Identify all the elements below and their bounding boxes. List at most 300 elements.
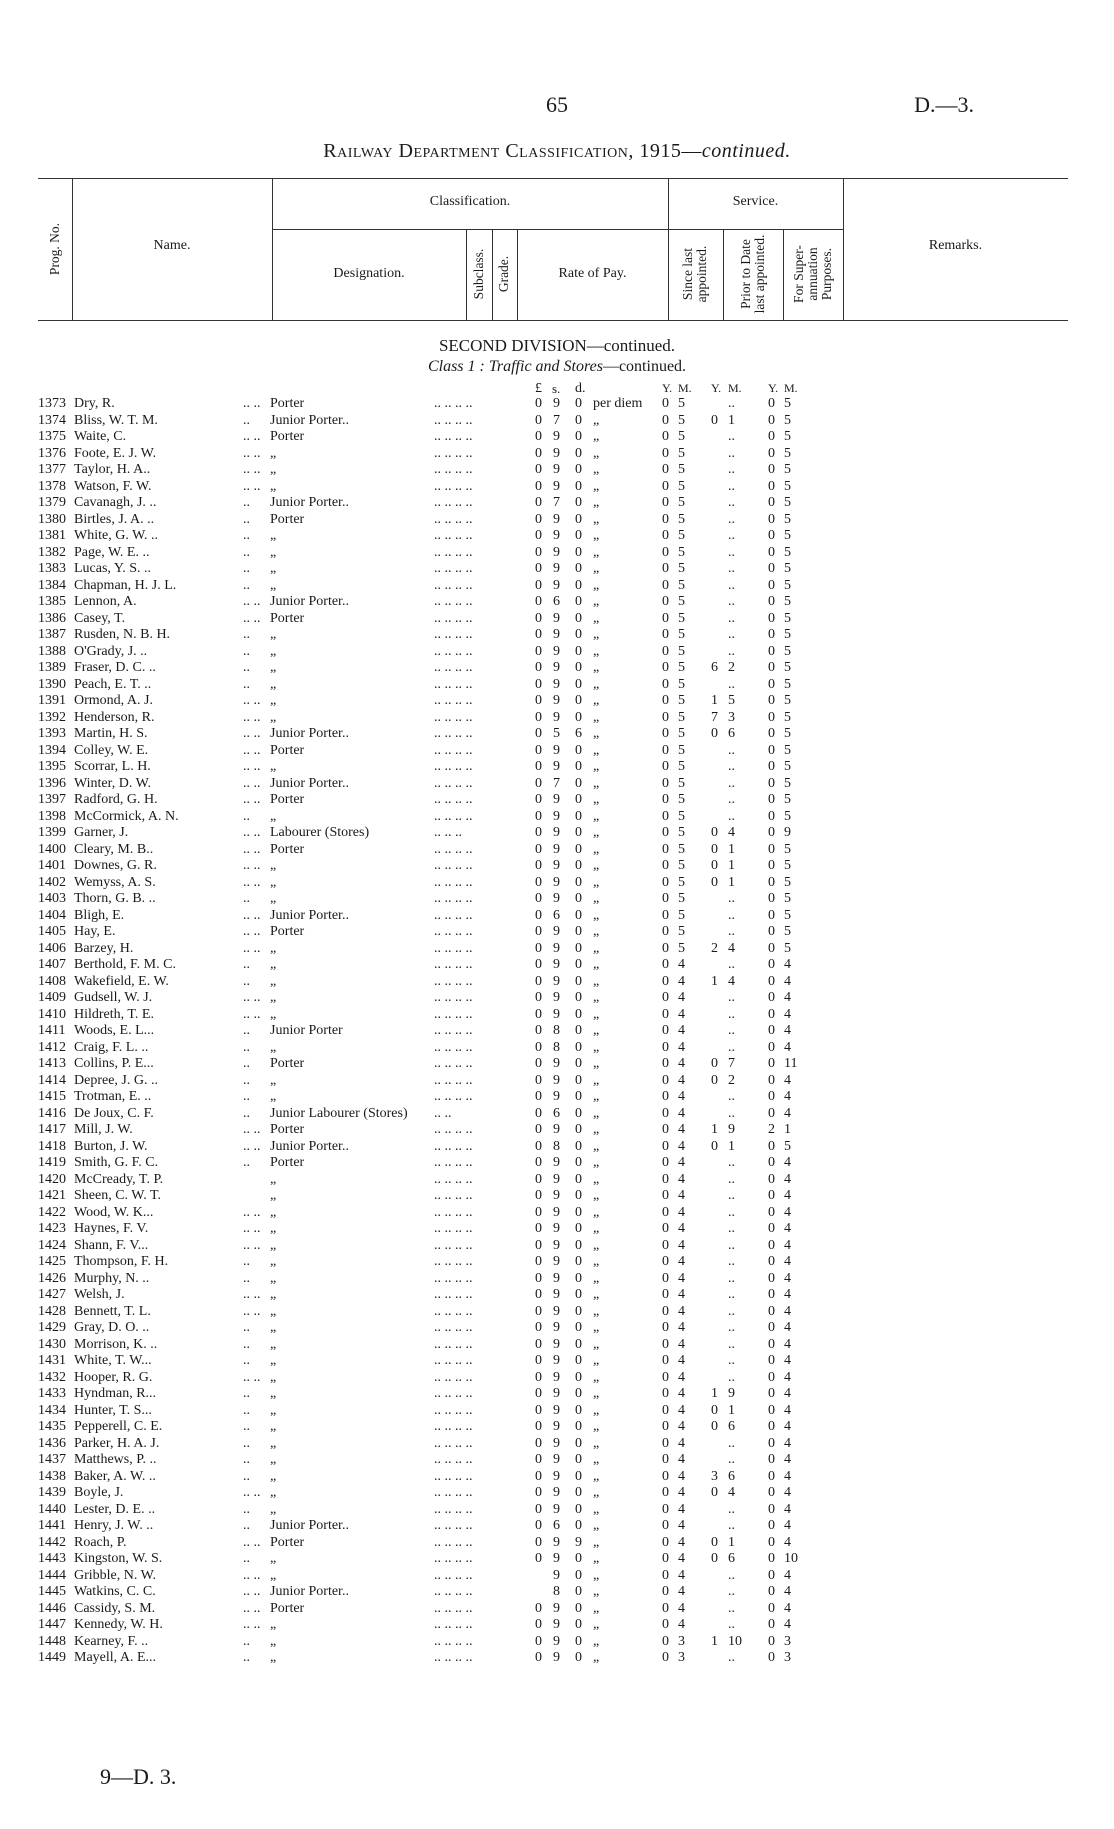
cell-prior-months: .. bbox=[728, 544, 735, 560]
cell-pay-unit: „ bbox=[593, 858, 600, 873]
cell-name: Radford, G. H. bbox=[74, 792, 158, 807]
cell-pay-pence: 0 bbox=[575, 693, 582, 708]
cell-super-years: 0 bbox=[768, 726, 775, 741]
cell-prior-months: 1 bbox=[728, 1402, 735, 1418]
cell-since-months: 5 bbox=[678, 462, 685, 477]
cell-since-months: 4 bbox=[678, 1056, 685, 1071]
cell-designation: Junior Porter bbox=[270, 1023, 343, 1038]
cell-pay-pence: 0 bbox=[575, 660, 582, 675]
cell-pay-unit: „ bbox=[593, 1633, 600, 1649]
header-remarks: Remarks. bbox=[928, 238, 983, 253]
cell-since-months: 5 bbox=[678, 445, 685, 461]
cell-prior-years: 1 bbox=[711, 973, 718, 989]
cell-super-months: 5 bbox=[784, 660, 791, 675]
cell-super-years: 0 bbox=[768, 1221, 775, 1236]
cell-prior-months: .. bbox=[728, 396, 735, 411]
cell-leader-dots: .. .. bbox=[243, 709, 261, 725]
cell-pay-unit: „ bbox=[593, 825, 600, 840]
cell-leader-dots: .. .. .. .. bbox=[434, 528, 473, 543]
cell-super-years: 0 bbox=[768, 1369, 775, 1385]
cell-since-months: 4 bbox=[678, 1336, 685, 1352]
cell-since-months: 5 bbox=[678, 874, 685, 890]
cell-pay-pence: 0 bbox=[575, 1089, 582, 1104]
cell-pay-pence: 0 bbox=[575, 1402, 582, 1418]
cell-super-years: 0 bbox=[768, 924, 775, 939]
cell-pay-shillings: 9 bbox=[553, 445, 560, 461]
cell-prog-no: 1435 bbox=[38, 1419, 66, 1434]
footer-signature: 9—D. 3. bbox=[100, 1764, 177, 1789]
cell-prog-no: 1426 bbox=[38, 1270, 66, 1286]
table-row bbox=[38, 1056, 1038, 1073]
cell-prog-no: 1393 bbox=[38, 726, 66, 741]
table-row bbox=[38, 1502, 1038, 1519]
cell-since-years: 0 bbox=[662, 1386, 669, 1401]
cell-pay-pounds: 0 bbox=[535, 429, 542, 444]
table-row bbox=[38, 743, 1038, 760]
cell-prior-months: .. bbox=[728, 907, 735, 923]
cell-pay-unit: „ bbox=[593, 462, 600, 477]
cell-prog-no: 1407 bbox=[38, 957, 66, 972]
cell-name: Bliss, W. T. M. bbox=[74, 412, 158, 428]
cell-since-months: 4 bbox=[678, 1617, 685, 1632]
cell-leader-dots: .. bbox=[243, 544, 250, 560]
cell-pay-unit: „ bbox=[593, 1138, 600, 1154]
cell-pay-pence: 0 bbox=[575, 544, 582, 560]
cell-designation: Junior Porter.. bbox=[270, 594, 349, 609]
cell-pay-pounds: 0 bbox=[535, 627, 542, 642]
cell-leader-dots: .. .. bbox=[243, 924, 261, 939]
table-row bbox=[38, 825, 1038, 842]
cell-since-years: 0 bbox=[662, 1617, 669, 1632]
cell-pay-unit: „ bbox=[593, 1353, 600, 1368]
cell-since-months: 4 bbox=[678, 1419, 685, 1434]
cell-prior-months: 6 bbox=[728, 726, 735, 741]
cell-super-months: 4 bbox=[784, 1171, 791, 1187]
cell-super-months: 4 bbox=[784, 1485, 791, 1500]
cell-pay-pence: 0 bbox=[575, 462, 582, 477]
cell-leader-dots: .. .. .. .. bbox=[434, 792, 473, 807]
cell-pay-pence: 0 bbox=[575, 1452, 582, 1467]
cell-prog-no: 1395 bbox=[38, 759, 66, 774]
cell-prior-years: 1 bbox=[711, 1386, 718, 1401]
cell-leader-dots: .. .. .. .. bbox=[434, 1056, 473, 1071]
table-row bbox=[38, 1650, 1038, 1667]
cell-designation: „ bbox=[270, 1485, 277, 1500]
cell-prog-no: 1388 bbox=[38, 643, 66, 659]
cell-prior-months: .. bbox=[728, 1237, 735, 1253]
cell-pay-shillings: 9 bbox=[553, 1237, 560, 1253]
cell-pay-unit: „ bbox=[593, 1452, 600, 1467]
class-label: Class 1 : bbox=[427, 358, 485, 375]
cell-pay-pence: 0 bbox=[575, 445, 582, 461]
cell-since-months: 4 bbox=[678, 1567, 685, 1583]
cell-super-months: 4 bbox=[784, 1567, 791, 1583]
cell-super-months: 4 bbox=[784, 1006, 791, 1022]
cell-leader-dots: .. bbox=[243, 973, 250, 989]
cell-designation: Porter bbox=[270, 924, 305, 939]
cell-prog-no: 1384 bbox=[38, 577, 66, 593]
table-row bbox=[38, 1386, 1038, 1403]
cell-designation: Junior Porter.. bbox=[270, 1138, 349, 1154]
cell-pay-shillings: 9 bbox=[553, 957, 560, 972]
cell-leader-dots: .. bbox=[243, 627, 250, 642]
cell-pay-pounds: 0 bbox=[535, 1237, 542, 1253]
cell-super-years: 0 bbox=[768, 1650, 775, 1665]
cell-prog-no: 1399 bbox=[38, 825, 66, 840]
cell-pay-unit: „ bbox=[593, 429, 600, 444]
cell-pay-pence: 0 bbox=[575, 1303, 582, 1319]
cell-designation: „ bbox=[270, 544, 277, 560]
cell-prior-years: 1 bbox=[711, 1633, 718, 1649]
cell-name: Colley, W. E. bbox=[74, 742, 149, 758]
cell-since-years: 0 bbox=[662, 462, 669, 477]
cell-name: White, T. W... bbox=[74, 1353, 152, 1368]
cell-leader-dots: .. .. bbox=[243, 759, 261, 774]
cell-leader-dots: .. .. bbox=[243, 825, 261, 840]
cell-since-months: 5 bbox=[678, 924, 685, 939]
cell-pay-shillings: 9 bbox=[553, 1452, 560, 1467]
table-row bbox=[38, 1023, 1038, 1040]
cell-prior-months: .. bbox=[728, 495, 735, 510]
cell-since-years: 0 bbox=[662, 1089, 669, 1104]
cell-leader-dots: .. .. .. .. bbox=[434, 858, 473, 873]
cell-designation: Junior Porter.. bbox=[270, 775, 349, 791]
cell-since-years: 0 bbox=[662, 891, 669, 906]
cell-prior-years: 1 bbox=[711, 1122, 718, 1137]
cell-super-years: 0 bbox=[768, 1518, 775, 1533]
cell-super-years: 0 bbox=[768, 1089, 775, 1104]
cell-name: Chapman, H. J. L. bbox=[74, 577, 177, 593]
cell-pay-shillings: 9 bbox=[553, 1336, 560, 1352]
cell-leader-dots: .. .. .. .. bbox=[434, 990, 473, 1005]
cell-name: Foote, E. J. W. bbox=[74, 445, 157, 461]
cell-pay-pounds: 0 bbox=[535, 940, 542, 956]
cell-super-months: 5 bbox=[784, 445, 791, 461]
cell-super-years: 0 bbox=[768, 808, 775, 824]
cell-prog-no: 1421 bbox=[38, 1188, 66, 1203]
table-row bbox=[38, 875, 1038, 892]
cell-pay-pounds: 0 bbox=[535, 1023, 542, 1038]
cell-pay-unit: „ bbox=[593, 990, 600, 1005]
cell-super-years: 0 bbox=[768, 1303, 775, 1319]
cell-since-years: 0 bbox=[662, 1320, 669, 1335]
cell-since-years: 0 bbox=[662, 759, 669, 774]
cell-designation: „ bbox=[270, 1468, 277, 1484]
table-row bbox=[38, 1601, 1038, 1618]
cell-since-years: 0 bbox=[662, 412, 669, 428]
cell-super-months: 10 bbox=[784, 1551, 798, 1566]
cell-name: Berthold, F. M. C. bbox=[74, 957, 176, 972]
table-row bbox=[38, 1188, 1038, 1205]
cell-pay-shillings: 9 bbox=[553, 1270, 560, 1286]
cell-since-months: 5 bbox=[678, 643, 685, 659]
cell-name: Pepperell, C. E. bbox=[74, 1419, 163, 1434]
cell-since-months: 5 bbox=[678, 907, 685, 923]
table-row bbox=[38, 1518, 1038, 1535]
header-prog-no: Prog. No. bbox=[47, 222, 62, 276]
cell-pay-pounds: 0 bbox=[535, 1006, 542, 1022]
cell-designation: Porter bbox=[270, 396, 305, 411]
cell-leader-dots: .. .. .. .. bbox=[434, 627, 473, 642]
cell-super-months: 4 bbox=[784, 1221, 791, 1236]
cell-super-months: 1 bbox=[784, 1122, 791, 1137]
unit-years-1: Y. bbox=[662, 381, 673, 395]
cell-pay-pence: 0 bbox=[575, 1551, 582, 1566]
cell-prior-months: .. bbox=[728, 1006, 735, 1022]
cell-pay-shillings: 9 bbox=[553, 610, 560, 626]
cell-since-months: 4 bbox=[678, 1353, 685, 1368]
cell-pay-shillings: 9 bbox=[553, 627, 560, 642]
cell-leader-dots: .. .. .. .. bbox=[434, 495, 473, 510]
page-number: 65 bbox=[546, 92, 568, 117]
cell-leader-dots: .. .. .. .. bbox=[434, 1303, 473, 1319]
cell-prog-no: 1383 bbox=[38, 561, 66, 576]
cell-since-years: 0 bbox=[662, 1056, 669, 1071]
cell-prior-years: 0 bbox=[711, 1138, 718, 1154]
cell-pay-pounds: 0 bbox=[535, 1336, 542, 1352]
cell-since-years: 0 bbox=[662, 1600, 669, 1616]
cell-pay-unit: „ bbox=[593, 1435, 600, 1451]
cell-leader-dots: .. .. .. .. bbox=[434, 1617, 473, 1632]
table-row bbox=[38, 660, 1038, 677]
cell-pay-unit: „ bbox=[593, 924, 600, 939]
cell-super-years: 0 bbox=[768, 693, 775, 708]
cell-pay-shillings: 9 bbox=[553, 1435, 560, 1451]
cell-name: Garner, J. bbox=[74, 825, 129, 840]
cell-pay-shillings: 9 bbox=[553, 1204, 560, 1220]
cell-pay-pounds: 0 bbox=[535, 495, 542, 510]
cell-prior-months: 6 bbox=[728, 1419, 735, 1434]
unit-years-2: Y. bbox=[711, 381, 722, 395]
cell-pay-shillings: 9 bbox=[553, 478, 560, 494]
cell-prog-no: 1405 bbox=[38, 924, 66, 939]
table-row bbox=[38, 957, 1038, 974]
table-row bbox=[38, 429, 1038, 446]
cell-prog-no: 1410 bbox=[38, 1006, 66, 1022]
cell-pay-pounds: 0 bbox=[535, 643, 542, 659]
header-service: Service. bbox=[732, 194, 779, 209]
cell-pay-pounds: 0 bbox=[535, 1072, 542, 1088]
cell-prior-years: 0 bbox=[711, 1485, 718, 1500]
table-row bbox=[38, 776, 1038, 793]
cell-pay-pounds: 0 bbox=[535, 1089, 542, 1104]
cell-name: Barzey, H. bbox=[74, 940, 134, 956]
cell-name: Wood, W. K... bbox=[74, 1204, 154, 1220]
cell-leader-dots: .. .. .. .. bbox=[434, 709, 473, 725]
cell-super-months: 4 bbox=[784, 1270, 791, 1286]
cell-since-months: 4 bbox=[678, 973, 685, 989]
cell-pay-unit: „ bbox=[593, 1320, 600, 1335]
cell-pay-unit: „ bbox=[593, 1270, 600, 1286]
cell-since-months: 4 bbox=[678, 1270, 685, 1286]
cell-prior-years: 2 bbox=[711, 940, 718, 956]
cell-prior-months: 1 bbox=[728, 874, 735, 890]
cell-pay-shillings: 6 bbox=[553, 907, 560, 923]
cell-prior-months: .. bbox=[728, 1039, 735, 1055]
cell-leader-dots: .. .. .. .. bbox=[434, 594, 473, 609]
cell-designation: „ bbox=[270, 693, 277, 708]
cell-designation: „ bbox=[270, 1237, 277, 1253]
cell-prog-no: 1406 bbox=[38, 940, 66, 956]
cell-pay-pence: 0 bbox=[575, 1419, 582, 1434]
cell-pay-shillings: 9 bbox=[553, 396, 560, 411]
cell-leader-dots: .. .. .. .. bbox=[434, 907, 473, 923]
cell-prog-no: 1378 bbox=[38, 478, 66, 494]
cell-pay-pounds: 0 bbox=[535, 858, 542, 873]
cell-since-months: 4 bbox=[678, 1287, 685, 1302]
cell-designation: „ bbox=[270, 1188, 277, 1203]
cell-super-years: 0 bbox=[768, 1435, 775, 1451]
cell-prog-no: 1389 bbox=[38, 660, 66, 675]
cell-pay-pounds: 0 bbox=[535, 1204, 542, 1220]
cell-since-months: 5 bbox=[678, 561, 685, 576]
cell-prior-years: 0 bbox=[711, 858, 718, 873]
cell-designation: Porter bbox=[270, 610, 305, 626]
cell-pay-unit: „ bbox=[593, 561, 600, 576]
cell-super-years: 0 bbox=[768, 1402, 775, 1418]
cell-pay-shillings: 9 bbox=[553, 1617, 560, 1632]
cell-leader-dots: .. .. .. .. bbox=[434, 1435, 473, 1451]
cell-super-months: 4 bbox=[784, 1204, 791, 1220]
cell-leader-dots: .. .. .. .. bbox=[434, 1468, 473, 1484]
cell-super-months: 4 bbox=[784, 1518, 791, 1533]
cell-name: Shann, F. V... bbox=[74, 1237, 149, 1253]
cell-prior-months: .. bbox=[728, 775, 735, 791]
cell-leader-dots: .. bbox=[243, 1023, 250, 1038]
cell-super-years: 0 bbox=[768, 1254, 775, 1269]
cell-pay-unit: „ bbox=[593, 1122, 600, 1137]
cell-pay-shillings: 9 bbox=[553, 1485, 560, 1500]
cell-name: Boyle, J. bbox=[74, 1485, 124, 1500]
cell-designation: „ bbox=[270, 1320, 277, 1335]
cell-pay-unit: „ bbox=[593, 1617, 600, 1632]
cell-pay-pence: 0 bbox=[575, 1287, 582, 1302]
cell-super-months: 5 bbox=[784, 495, 791, 510]
cell-super-months: 5 bbox=[784, 1138, 791, 1154]
cell-pay-pence: 0 bbox=[575, 1023, 582, 1038]
cell-pay-shillings: 9 bbox=[553, 1072, 560, 1088]
cell-pay-unit: „ bbox=[593, 1369, 600, 1385]
cell-prior-months: .. bbox=[728, 1567, 735, 1583]
cell-name: Ormond, A. J. bbox=[74, 693, 153, 708]
cell-designation: Porter bbox=[270, 841, 305, 857]
cell-designation: Porter bbox=[270, 429, 305, 444]
cell-super-months: 5 bbox=[784, 742, 791, 758]
cell-prior-months: .. bbox=[728, 957, 735, 972]
cell-pay-pence: 0 bbox=[575, 1518, 582, 1533]
cell-super-years: 0 bbox=[768, 792, 775, 807]
cell-designation: „ bbox=[270, 1617, 277, 1632]
cell-super-years: 0 bbox=[768, 1138, 775, 1154]
cell-name: Thorn, G. B. .. bbox=[74, 891, 156, 906]
cell-leader-dots: .. .. .. .. bbox=[434, 577, 473, 593]
cell-prior-months: .. bbox=[728, 627, 735, 642]
cell-super-months: 4 bbox=[784, 1617, 791, 1632]
cell-super-months: 5 bbox=[784, 709, 791, 725]
cell-prog-no: 1418 bbox=[38, 1138, 66, 1154]
cell-leader-dots: .. .. .. .. bbox=[434, 1270, 473, 1286]
cell-designation: „ bbox=[270, 1633, 277, 1649]
cell-pay-unit: „ bbox=[593, 1237, 600, 1253]
cell-prior-years: 0 bbox=[711, 1072, 718, 1088]
cell-leader-dots: .. .. .. .. bbox=[434, 1518, 473, 1533]
cell-designation: „ bbox=[270, 1452, 277, 1467]
cell-pay-pence: 0 bbox=[575, 1320, 582, 1335]
cell-pay-pence: 0 bbox=[575, 627, 582, 642]
cell-name: Cleary, M. B.. bbox=[74, 841, 154, 857]
cell-leader-dots: .. .. .. .. bbox=[434, 1452, 473, 1467]
table-row bbox=[38, 462, 1038, 479]
cell-leader-dots: .. .. bbox=[243, 726, 261, 741]
cell-leader-dots: .. .. .. .. bbox=[434, 1336, 473, 1352]
cell-leader-dots: .. .. bbox=[243, 1617, 261, 1632]
table-row bbox=[38, 1139, 1038, 1156]
cell-since-years: 0 bbox=[662, 1023, 669, 1038]
cell-pay-shillings: 9 bbox=[553, 1650, 560, 1665]
cell-since-months: 5 bbox=[678, 412, 685, 428]
unit-years-3: Y. bbox=[768, 381, 779, 395]
table-row bbox=[38, 1271, 1038, 1288]
cell-name: Collins, P. E... bbox=[74, 1056, 154, 1071]
table-row bbox=[38, 1287, 1038, 1304]
cell-super-months: 5 bbox=[784, 841, 791, 857]
cell-since-years: 0 bbox=[662, 594, 669, 609]
cell-name: O'Grady, J. .. bbox=[74, 643, 148, 659]
cell-pay-unit: „ bbox=[593, 1155, 600, 1170]
cell-pay-shillings: 9 bbox=[553, 1089, 560, 1104]
cell-since-years: 0 bbox=[662, 1452, 669, 1467]
cell-since-months: 5 bbox=[678, 759, 685, 774]
cell-pay-shillings: 8 bbox=[553, 1039, 560, 1055]
cell-pay-unit: „ bbox=[593, 1468, 600, 1484]
cell-leader-dots: .. .. .. .. bbox=[434, 973, 473, 989]
cell-prior-months: 9 bbox=[728, 1386, 735, 1401]
cell-super-months: 5 bbox=[784, 561, 791, 576]
cell-pay-pounds: 0 bbox=[535, 1254, 542, 1269]
cell-leader-dots: .. bbox=[243, 1435, 250, 1451]
cell-prog-no: 1422 bbox=[38, 1204, 66, 1220]
cell-super-years: 0 bbox=[768, 610, 775, 626]
table-row bbox=[38, 1452, 1038, 1469]
cell-pay-pence: 0 bbox=[575, 858, 582, 873]
cell-since-months: 4 bbox=[678, 1386, 685, 1401]
cell-since-years: 0 bbox=[662, 907, 669, 923]
cell-pay-pounds: 0 bbox=[535, 1369, 542, 1385]
cell-leader-dots: .. .. bbox=[243, 462, 261, 477]
cell-since-years: 0 bbox=[662, 445, 669, 461]
cell-super-months: 5 bbox=[784, 429, 791, 444]
cell-designation: „ bbox=[270, 957, 277, 972]
cell-leader-dots: .. .. bbox=[243, 1204, 261, 1220]
table-row bbox=[38, 611, 1038, 628]
cell-designation: „ bbox=[270, 1287, 277, 1302]
cell-leader-dots: .. .. .. .. bbox=[434, 1485, 473, 1500]
cell-pay-pounds: 0 bbox=[535, 1039, 542, 1055]
cell-pay-shillings: 9 bbox=[553, 643, 560, 659]
cell-pay-pounds: 0 bbox=[535, 1501, 542, 1517]
cell-since-months: 4 bbox=[678, 1221, 685, 1236]
cell-since-years: 0 bbox=[662, 528, 669, 543]
cell-since-years: 0 bbox=[662, 660, 669, 675]
cell-since-years: 0 bbox=[662, 1039, 669, 1055]
cell-leader-dots: .. .. .. .. bbox=[434, 775, 473, 791]
cell-since-years: 0 bbox=[662, 544, 669, 560]
cell-prog-no: 1440 bbox=[38, 1501, 66, 1517]
col-rule-4 bbox=[492, 229, 493, 320]
cell-designation: „ bbox=[270, 1089, 277, 1104]
cell-pay-shillings: 6 bbox=[553, 1105, 560, 1121]
cell-since-months: 4 bbox=[678, 1468, 685, 1484]
